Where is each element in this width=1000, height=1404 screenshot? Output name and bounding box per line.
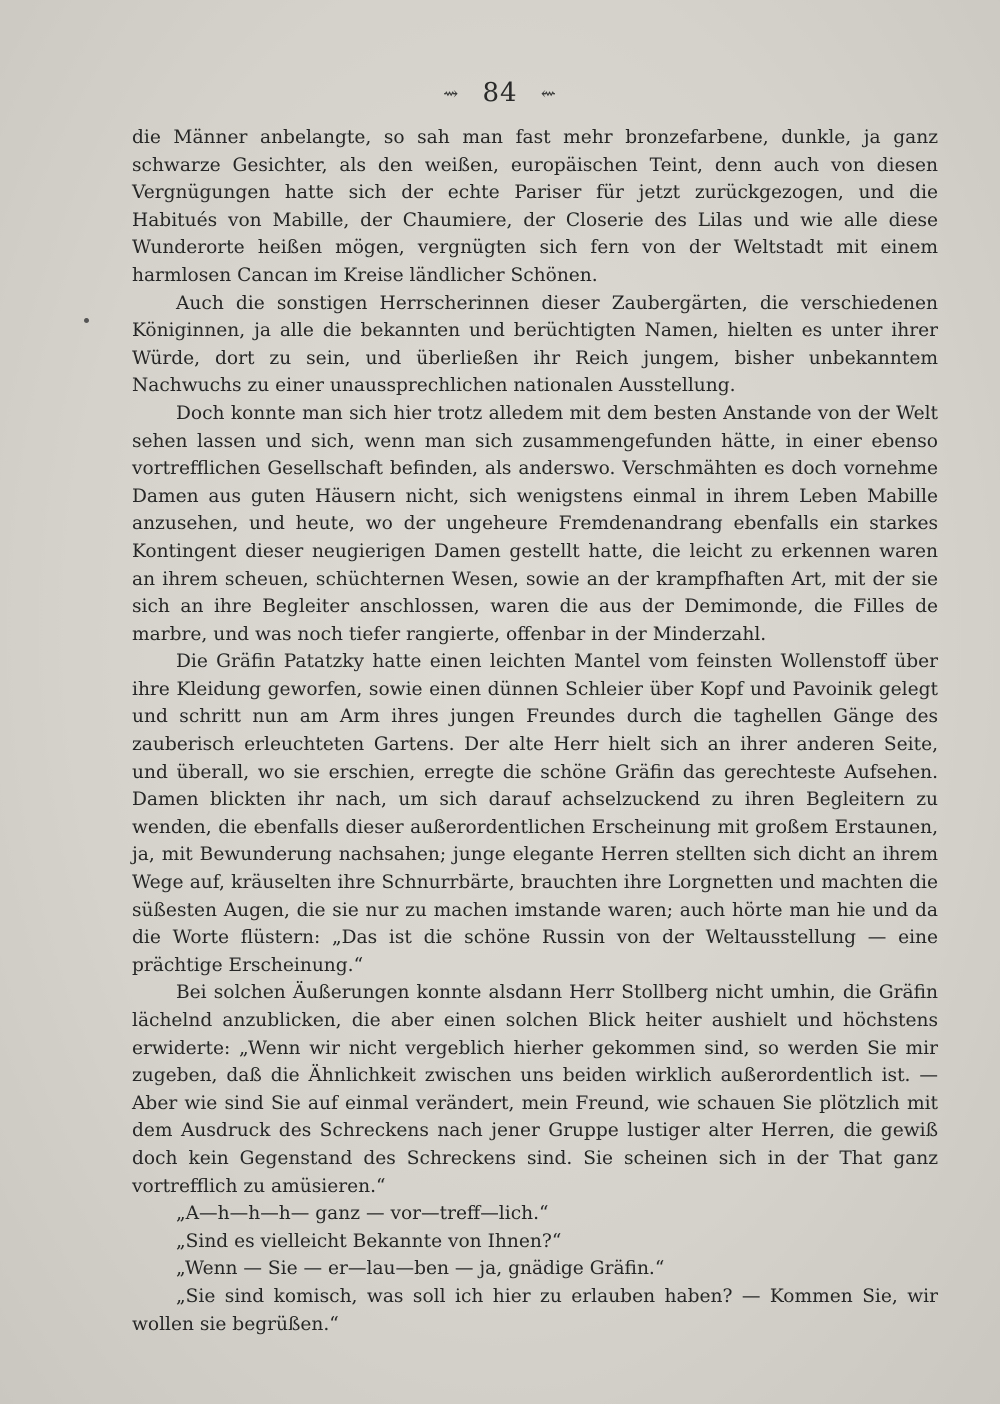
dialogue-line: „Sie sind komisch, was soll ich hier zu erlauben haben? — Kommen Sie, wir wollen sie begrüßen.“ (132, 1285, 938, 1335)
left-ornament-icon: ⇝ (443, 83, 460, 105)
paragraph: Doch konnte man sich hier trotz alledem mit dem besten Anstande von der Welt sehen lassen und sich, wenn man sich zusammengefunden hätte, in einer ebenso vortrefflichen Gesellschaft befinden, als anderswo. Verschmähten es doch vornehme Damen aus guten Häusern nicht, sich wenigstens einmal in ihrem Leben Mabille anzusehen, und heute, wo der ungeheure Fremdenandrang ebenfalls ein starkes Kontingent dieser neugierigen Damen gestellt hatte, die leicht zu erkennen waren an ihrem scheuen, schüchternen Wesen, sowie an der krampfhaften Art, mit der sie sich an ihre Begleiter anschlossen, waren die aus der Demimonde, die Filles de marbre, und was noch tiefer rangierte, offenbar in der Minderzahl. (132, 402, 938, 645)
page-header (0, 78, 1000, 108)
dialogue-line: „Wenn — Sie — er—lau—ben — ja, gnädige Gräfin.“ (176, 1258, 665, 1280)
paragraph: Bei solchen Äußerungen konnte alsdann Herr Stollberg nicht umhin, die Gräfin lächelnd anzublicken, die aber einen solchen Blick heiter aushielt und höchstens erwiderte: „Wenn wir nicht vergeblich hierher gekommen sind, so werden Sie mir zugeben, daß die Ähnlichkeit zwischen uns beiden wirklich außerordentlich ist. — Aber wie sind Sie auf einmal verändert, mein Freund, wie schauen Sie plötzlich mit dem Ausdruck des Schreckens nach jener Gruppe lustiger alter Herren, die gewiß doch kein Gegenstand des Schreckens sind. Sie scheinen sich in der That ganz vortrefflich zu amüsieren.“ (132, 982, 938, 1197)
dialogue-line: „A—h—h—h— ganz — vor—treff—lich.“ (176, 1203, 549, 1225)
paragraph: die Männer anbelangte, so sah man fast mehr bronzefarbene, dunkle, ja ganz schwarze Gesichter, als den weißen, europäischen Teint, denn auch von diesen Vergnügungen hatte sich der echte Pariser für jetzt zurückgezogen, und die Habitués von Mabille, der Chaumiere, der Closerie des Lilas und wie alle diese Wunderorte heißen mögen, vergnügten sich fern von der Weltstadt mit einem harmlosen Cancan im Kreise ländlicher Schönen. (132, 127, 938, 286)
paragraph: Die Gräfin Patatzky hatte einen leichten Mantel vom feinsten Wollenstoff über ihre Kleidung geworfen, sowie einen dünnen Schleier über Kopf und Pavoinik gelegt und schritt nun am Arm ihres jungen Freundes durch die taghellen Gänge des zauberisch erleuchteten Gartens. Der alte Herr hielt sich an ihrer anderen Seite, und überall, wo sie erschien, erregte die schöne Gräfin das gerechteste Aufsehen. Damen blickten ihr nach, um sich darauf achselzuckend zu ihren Begleitern zu wenden, die ebenfalls dieser außerordentlichen Erscheinung mit großem Erstaunen, ja, mit Bewunderung nachsahen; junge elegante Herren stellten sich dicht an ihrem Wege auf, kräuselten ihre Schnurrbärte, brauchten ihre Lorgnetten und machten die süßesten Augen, die sie nur zu machen imstande waren; auch hörte man hie und da die Worte flüstern: „Das ist die schöne Russin von der Weltausstellung — eine prächtige Erscheinung.“ (132, 651, 938, 976)
page-number: 84 (482, 78, 518, 108)
dialogue-line: „Sind es vielleicht Bekannte von Ihnen?“ (176, 1230, 562, 1252)
ink-speck (84, 318, 89, 323)
paragraph: Auch die sonstigen Herrscherinnen dieser Zaubergärten, die verschiedenen Königinnen, ja alle die bekannten und berüchtigten Namen, hielten es unter ihrer Würde, dort zu sein, und überließen ihr Reich jungem, bisher unbekanntem Nachwuchs zu einer unaussprechlichen nationalen Ausstellung. (132, 292, 938, 397)
right-ornament-icon: ⇜ (540, 83, 557, 105)
body-text (132, 124, 938, 1338)
